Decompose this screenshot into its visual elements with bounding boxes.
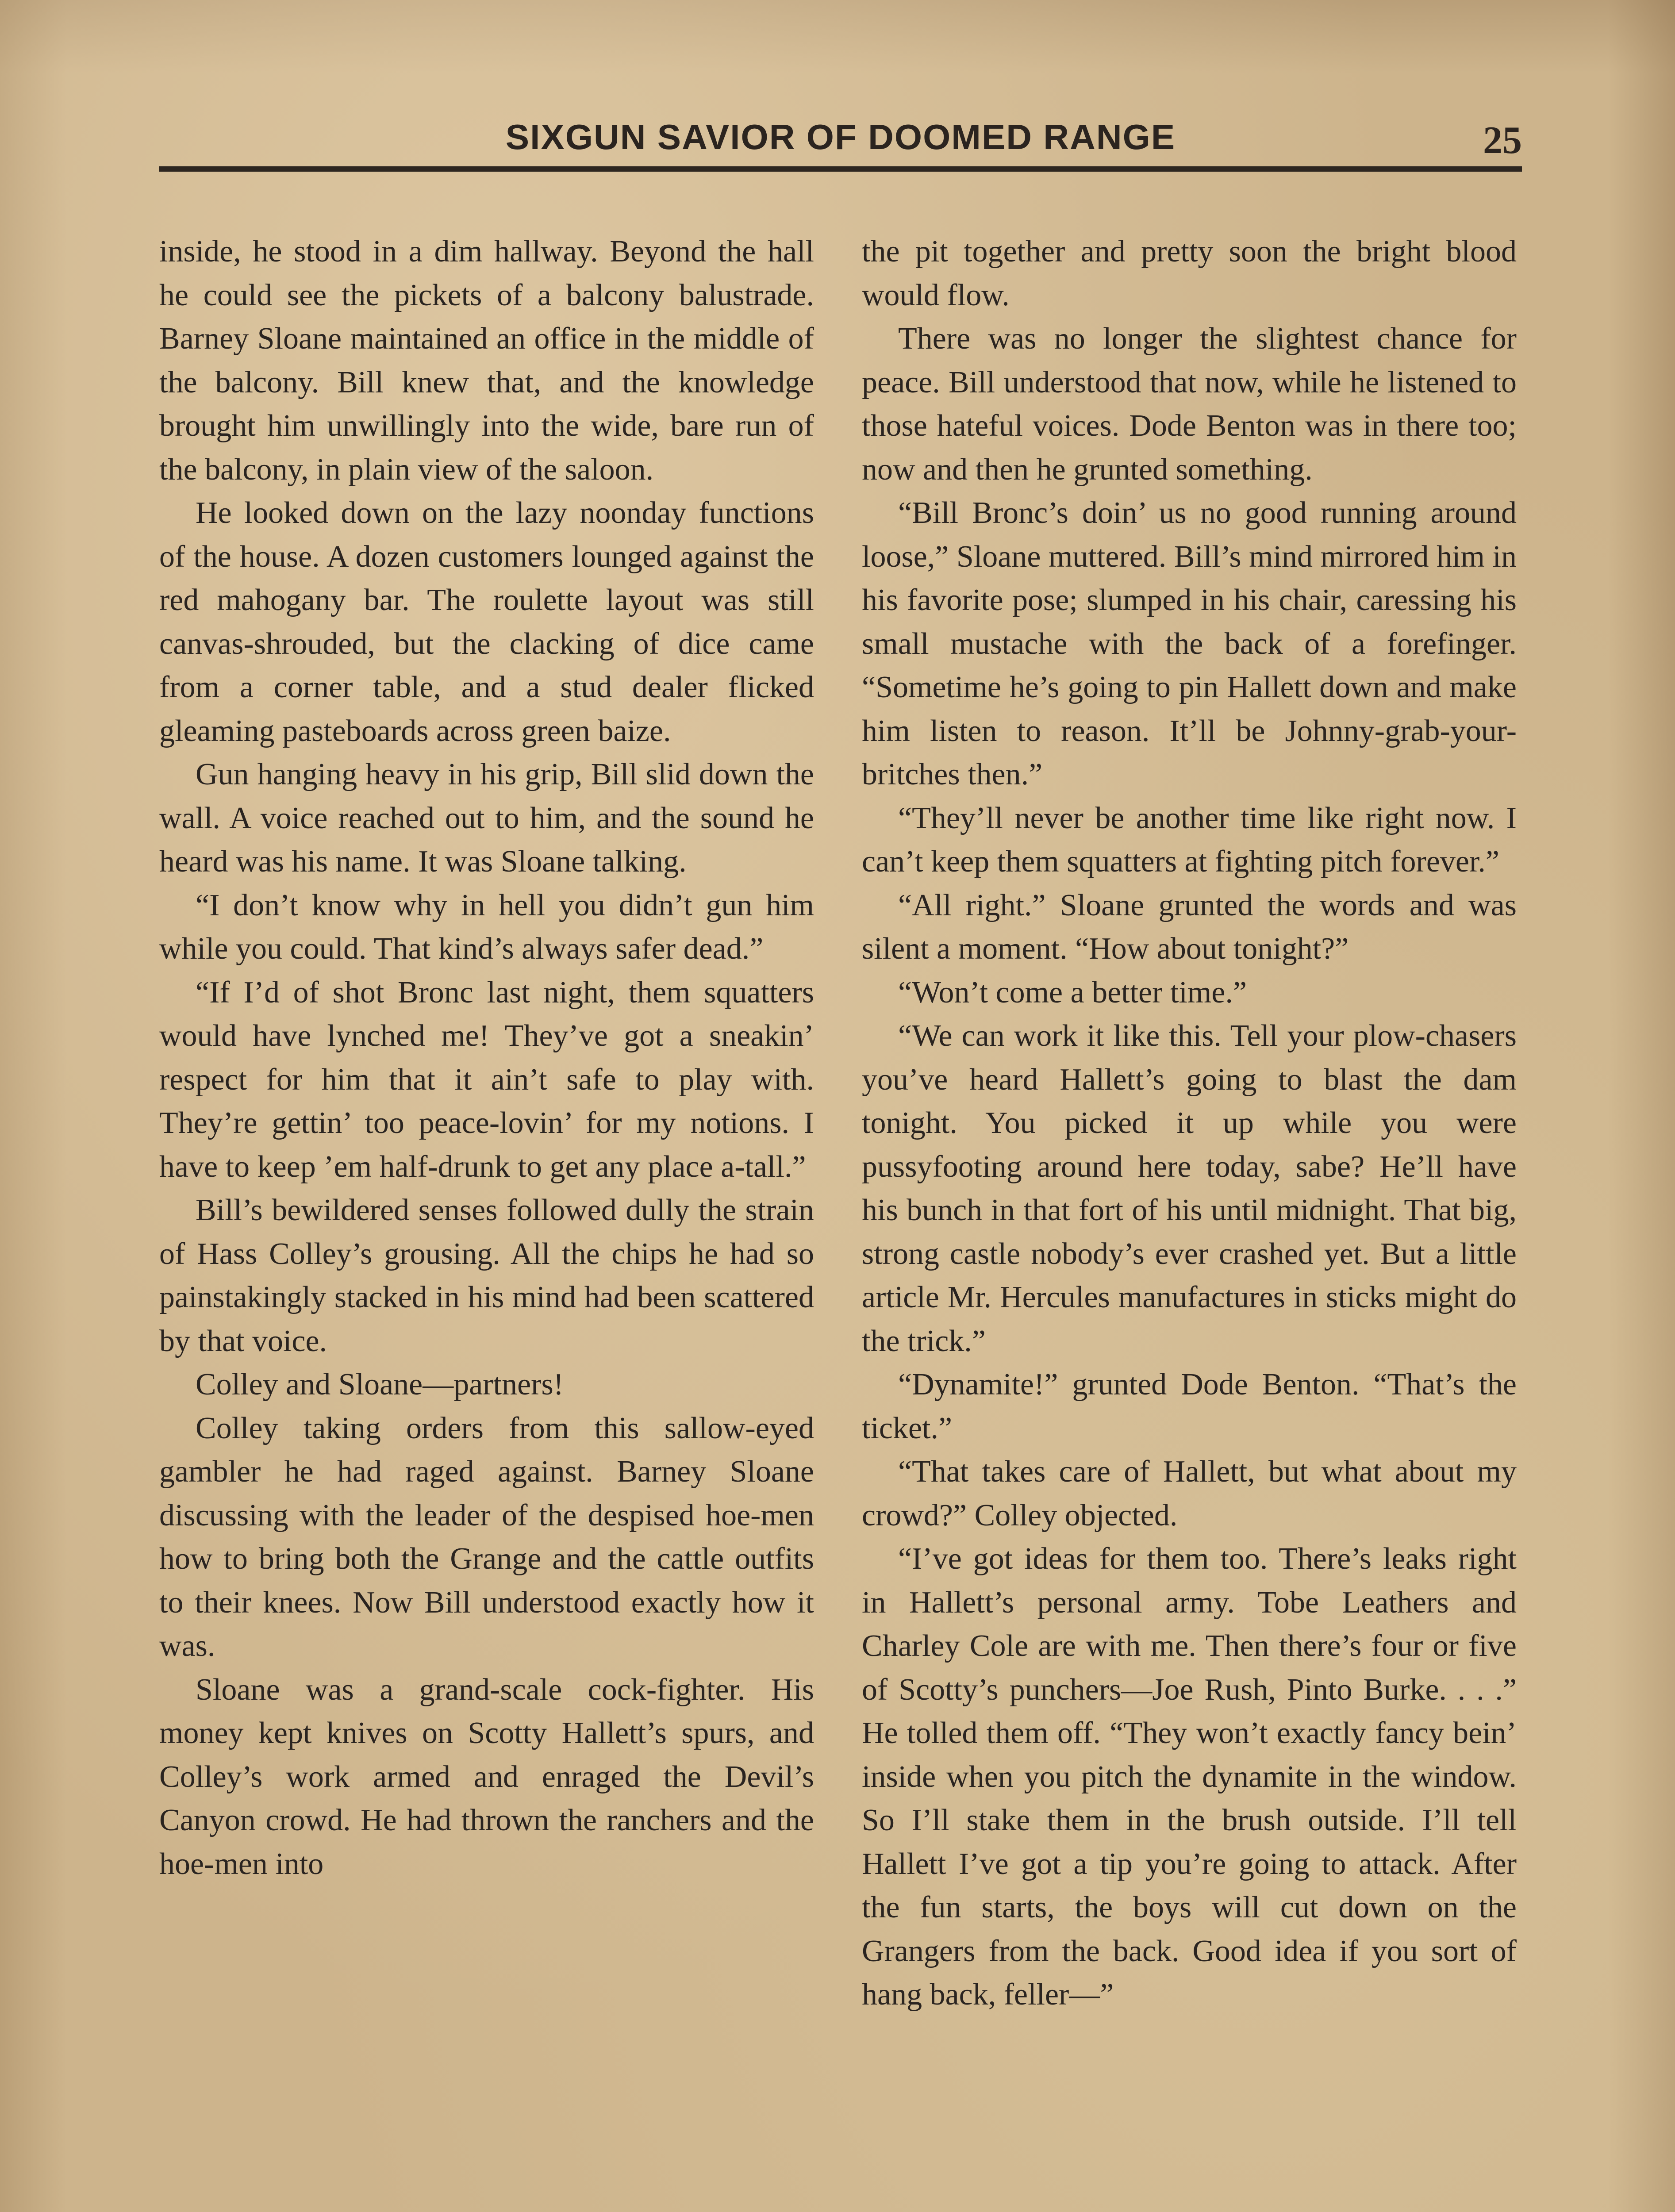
paragraph: “Won’t come a better time.” xyxy=(898,975,1247,1010)
paragraph: “Bill Bronc’s doin’ us no good running around loose,” Sloane muttered. Bill’s mind mirrored him in his favorite pose; slumped in his chair, caressing his small mustache with the back of a forefinger. “Sometime he’s going to pin Hallett down and make him listen to reason. It’ll be Johnny-grab-your-britches then.” xyxy=(862,496,1517,791)
paragraph: Colley and Sloane—partners! xyxy=(196,1367,564,1402)
left-column xyxy=(159,230,814,1886)
paragraph: “I’ve got ideas for them too. There’s leaks right in Hallett’s personal army. Tobe Leathers and Charley Cole are with me. Then there’s four or five of Scotty’s punchers—Joe Rush, Pinto Burke. . . .” He tolled them off. “They won’t exactly fancy bein’ inside when you pitch the dynamite in the window. So I’ll stake them in the brush outside. I’ll tell Hallett I’ve got a tip you’re going to attack. After the fun starts, the boys will cut down on the Grangers from the back. Good idea if you sort of hang back, feller—” xyxy=(862,1542,1517,2012)
paragraph: “Dynamite!” grunted Dode Benton. “That’s the ticket.” xyxy=(862,1367,1517,1445)
paragraph: There was no longer the slightest chance for peace. Bill understood that now, while he listened to those hateful voices. Dode Benton was in there too; now and then he grunted something. xyxy=(862,322,1517,487)
paragraph: “They’ll never be another time like right now. I can’t keep them squatters at fighting pitch forever.” xyxy=(862,801,1517,879)
paragraph: “I don’t know why in hell you didn’t gun him while you could. That kind’s always safer dead.” xyxy=(159,888,814,966)
running-header xyxy=(159,115,1522,164)
right-column xyxy=(862,230,1517,2017)
paragraph: Sloane was a grand-scale cock-fighter. His money kept knives on Scotty Hallett’s spurs, and Colley’s work armed and enraged the Devil’s Canyon crowd. He had thrown the ranchers and the hoe-men into xyxy=(159,1672,814,1881)
paragraph: Gun hanging heavy in his grip, Bill slid down the wall. A voice reached out to him, and the sound he heard was his name. It was Sloane talking. xyxy=(159,757,814,879)
paragraph: “We can work it like this. Tell your plow-chasers you’ve heard Hallett’s going to blast the dam tonight. You picked it up while you were pussyfooting around here today, sabe? He’ll have his bunch in that fort of his until midnight. That big, strong castle nobody’s ever crashed yet. But a little article Mr. Hercules manufactures in sticks might do the trick.” xyxy=(862,1019,1517,1358)
paragraph: Bill’s bewildered senses followed dully the strain of Hass Colley’s grousing. All the chips he had so painstakingly stacked in his mind had been scattered by that voice. xyxy=(159,1193,814,1358)
paragraph: inside, he stood in a dim hallway. Beyond the hall he could see the pickets of a balcony balustrade. Barney Sloane maintained an office in the middle of the balcony. Bill knew that, and the knowledge brought him unwillingly into the wide, bare run of the balcony, in plain view of the saloon. xyxy=(159,234,814,487)
paragraph: Colley taking orders from this sallow-eyed gambler he had raged against. Barney Sloane discussing with the leader of the despised hoe-men how to bring both the Grange and the cattle outfits to their knees. Now Bill understood exactly how it was. xyxy=(159,1411,814,1663)
paragraph: the pit together and pretty soon the bright blood would flow. xyxy=(862,234,1517,312)
header-rule xyxy=(159,166,1522,172)
page-number: 25 xyxy=(1483,119,1522,162)
paragraph: “All right.” Sloane grunted the words and was silent a moment. “How about tonight?” xyxy=(862,888,1517,966)
running-title: SIXGUN SAVIOR OF DOOMED RANGE xyxy=(505,117,1176,157)
paragraph: “That takes care of Hallett, but what about my crowd?” Colley objected. xyxy=(862,1455,1517,1532)
paragraph: He looked down on the lazy noonday functions of the house. A dozen customers lounged against the red mahogany bar. The roulette layout was still canvas-shrouded, but the clacking of dice came from a corner table, and a stud dealer flicked gleaming pasteboards across green baize. xyxy=(159,496,814,748)
paragraph: “If I’d of shot Bronc last night, them squatters would have lynched me! They’ve got a sneakin’ respect for him that it ain’t safe to play with. They’re gettin’ too peace-lovin’ for my notions. I have to keep ’em half-drunk to get any place a-tall.” xyxy=(159,975,814,1184)
